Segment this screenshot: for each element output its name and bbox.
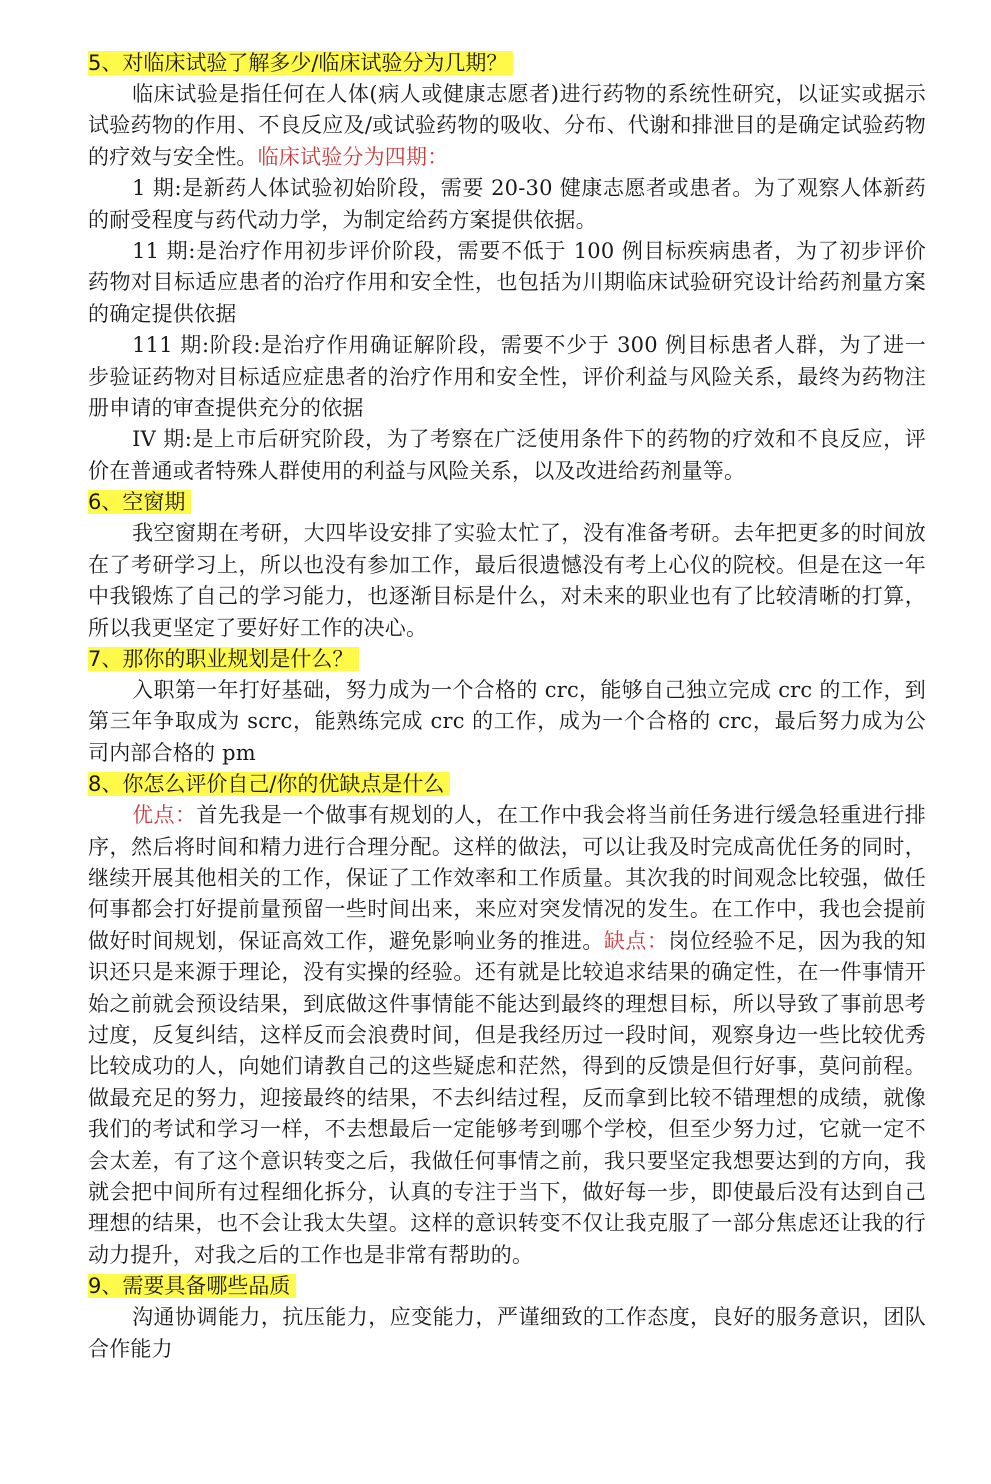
intro-text: 临床试验是指任何在人体(病人或健康志愿者)进行药物的系统性研究，以证实或据示试验药物的作用、不良反应及/或试验药物的吸收、分布、代谢和排泄目的是确定试验药物的疗效与安全性。 (88, 82, 926, 169)
heading-highlight: 6、空窗期 (88, 490, 191, 514)
cons-text: 岗位经验不足，因为我的知识还只是来源于理论，没有实操的经验。还有就是比较追求结果的确定性，在一件事情开始之前就会预设结果，到底做这件事情能不能达到最终的理想目标，所以导致了事前思考过度，反复纠结，这样反而会浪费时间，但是我经历过一段时间，观察身边一些比较优秀比较成功的人，向她们请教自己的这些疑虑和茫然，得到的反馈是但行好事，莫问前程。做最充足的努力，迎接最终的结果，不去纠结过程，反而拿到比较不错理想的成绩，就像我们的考试和学习一样，不去想最后一定能够考到哪个学校，但至少努力过，它就一定不会太差，有了这个意识转变之后，我做任何事情之前，我只要坚定我想要达到的方向，我就会把中间所有过程细化拆分，认真的专注于当下，做好每一步，即使最后没有达到自己理想的结果，也不会让我太失望。这样的意识转变不仅让我克服了一部分焦虑还让我的行动力提升，对我之后的工作也是非常有帮助的。 (88, 928, 926, 1267)
section-heading-5 (88, 48, 926, 79)
phase-2-paragraph: 11 期:是治疗作用初步评价阶段，需要不低于 100 例目标疾病患者，为了初步评价药物对目标适应患者的治疗作用和安全性，也包括为川期临床试验研究设计给药剂量方案的确定提供依据 (88, 239, 926, 326)
section-heading-9 (88, 1271, 926, 1302)
section-heading-7 (88, 644, 926, 675)
heading-highlight: 7、那你的职业规划是什么？ (88, 647, 359, 671)
section-heading-6 (88, 487, 926, 518)
section-heading-8 (88, 769, 926, 800)
pros-text: 首先我是一个做事有规划的人，在工作中我会将当前任务进行缓急轻重进行排序，然后将时间和精力进行合理分配。这样的做法，可以让我及时完成高优任务的同时，继续开展其他相关的工作，保证了工作效率和工作质量。其次我的时间观念比较强，做任何事都会打好提前量预留一些时间出来，来应对突发情况的发生。在工作中，我也会提前做好时间规划，保证高效工作，避免影响业务的推进。 (88, 803, 927, 953)
pros-label: 优点： (132, 803, 197, 828)
section-5-intro (88, 79, 926, 173)
heading-highlight: 8、你怎么评价自己/你的优缺点是什么 (88, 772, 450, 796)
section-8-paragraph (88, 800, 926, 1271)
section-7-paragraph: 入职第一年打好基础，努力成为一个合格的 crc，能够自己独立完成 crc 的工作，到第三年争取成为 scrc，能熟练完成 crc 的工作，成为一个合格的 crc，最后努力成为公司内部合格的 pm (88, 677, 926, 765)
intro-red-text: 临床试验分为四期： (257, 144, 449, 169)
heading-highlight: 5、对临床试验了解多少/临床试验分为几期？ (88, 51, 513, 75)
phase-1-paragraph: 1 期:是新药人体试验初始阶段，需要 20-30 健康志愿者或患者。为了观察人体新药的耐受程度与药代动力学，为制定给药方案提供依据。 (88, 176, 926, 232)
heading-highlight: 9、需要具备哪些品质 (88, 1274, 296, 1298)
cons-label: 缺点： (603, 928, 669, 953)
section-9-paragraph: 沟通协调能力，抗压能力，应变能力，严谨细致的工作态度，良好的服务意识，团队合作能力 (88, 1305, 926, 1361)
section-6-paragraph: 我空窗期在考研，大四毕设安排了实验太忙了，没有准备考研。去年把更多的时间放在了考研学习上，所以也没有参加工作，最后很遗憾没有考上心仪的院校。但是在这一年中我锻炼了自己的学习能力，也逐渐目标是什么，对未来的职业也有了比较清晰的打算，所以我更坚定了要好好工作的决心。 (88, 521, 926, 640)
document-body (88, 48, 926, 1365)
phase-4-paragraph: IV 期:是上市后研究阶段，为了考察在广泛使用条件下的药物的疗效和不良反应，评价在普通或者特殊人群使用的利益与风险关系，以及改进给药剂量等。 (88, 427, 926, 483)
phase-3-paragraph: 111 期:阶段:是治疗作用确证解阶段，需要不少于 300 例目标患者人群，为了进一步验证药物对目标适应症患者的治疗作用和安全性，评价利益与风险关系，最终为药物注册申请的审查提供充分的依据 (88, 333, 926, 421)
